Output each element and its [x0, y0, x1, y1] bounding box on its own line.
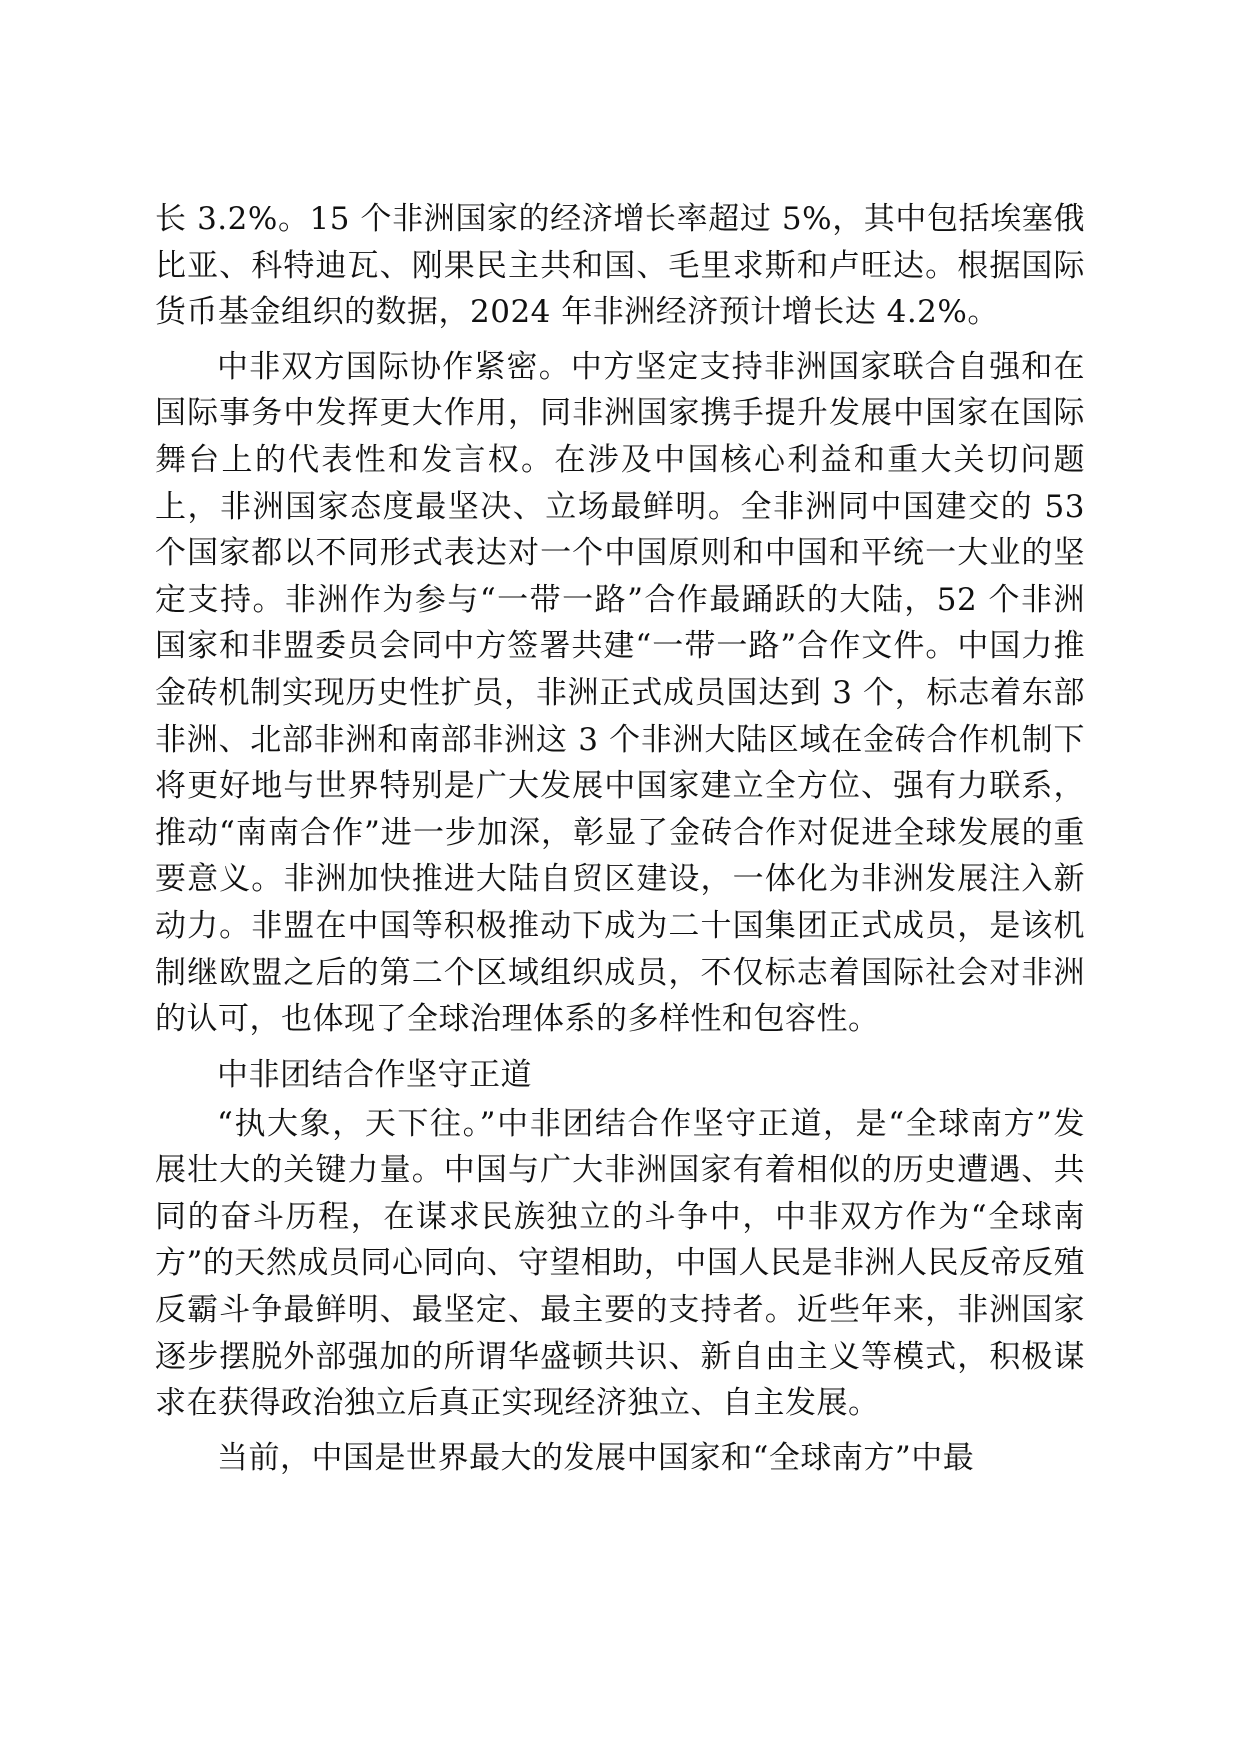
paragraph-continuation: 长 3.2%。15 个非洲国家的经济增长率超过 5%，其中包括埃塞俄比亚、科特迪瓦、刚果民主共和国、毛里求斯和卢旺达。根据国际货币基金组织的数据，2024 年非洲经济预计增长达 4.2%。 — [155, 201, 1085, 331]
section-heading: 中非团结合作坚守正道 — [217, 1056, 532, 1093]
paragraph-international-cooperation: 中非双方国际协作紧密。中方坚定支持非洲国家联合自强和在国际事务中发挥更大作用，同非洲国家携手提升发展中国家在国际舞台上的代表性和发言权。在涉及中国核心利益和重大关切问题上，非洲国家态度最坚决、立场最鲜明。全非洲同中国建交的 53 个国家都以不同形式表达对一个中国原则和中国和平统一大业的坚定支持。非洲作为参与“一带一路”合作最踊跃的大陆，52 个非洲国家和非盟委员会同中方签署共建“一带一路”合作文件。中国力推金砖机制实现历史性扩员，非洲正式成员国达到 3 个，标志着东部非洲、北部非洲和南部非洲这 3 个非洲大陆区域在金砖合作机制下将更好地与世界特别是广大发展中国家建立全方位、强有力联系，推动“南南合作”进一步加深，彰显了金砖合作对促进全球发展的重要意义。非洲加快推进大陆自贸区建设，一体化为非洲发展注入新动力。非盟在中国等积极推动下成为二十国集团正式成员，是该机制继欧盟之后的第二个区域组织成员，不仅标志着国际社会对非洲的认可，也体现了全球治理体系的多样性和包容性。 — [155, 348, 1085, 1038]
paragraph-current-situation: 当前，中国是世界最大的发展中国家和“全球南方”中最 — [217, 1439, 975, 1476]
paragraph-global-south: “执大象，天下往。”中非团结合作坚守正道，是“全球南方”发展壮大的关键力量。中国与广大非洲国家有着相似的历史遭遇、共同的奋斗历程，在谋求民族独立的斗争中，中非双方作为“全球南方”的天然成员同心同向、守望相助，中国人民是非洲人民反帝反殖反霸斗争最鲜明、最坚定、最主要的支持者。近些年来，非洲国家逐步摆脱外部强加的所谓华盛顿共识、新自由主义等模式，积极谋求在获得政治独立后真正实现经济独立、自主发展。 — [155, 1105, 1085, 1422]
document-body — [155, 196, 1085, 1489]
